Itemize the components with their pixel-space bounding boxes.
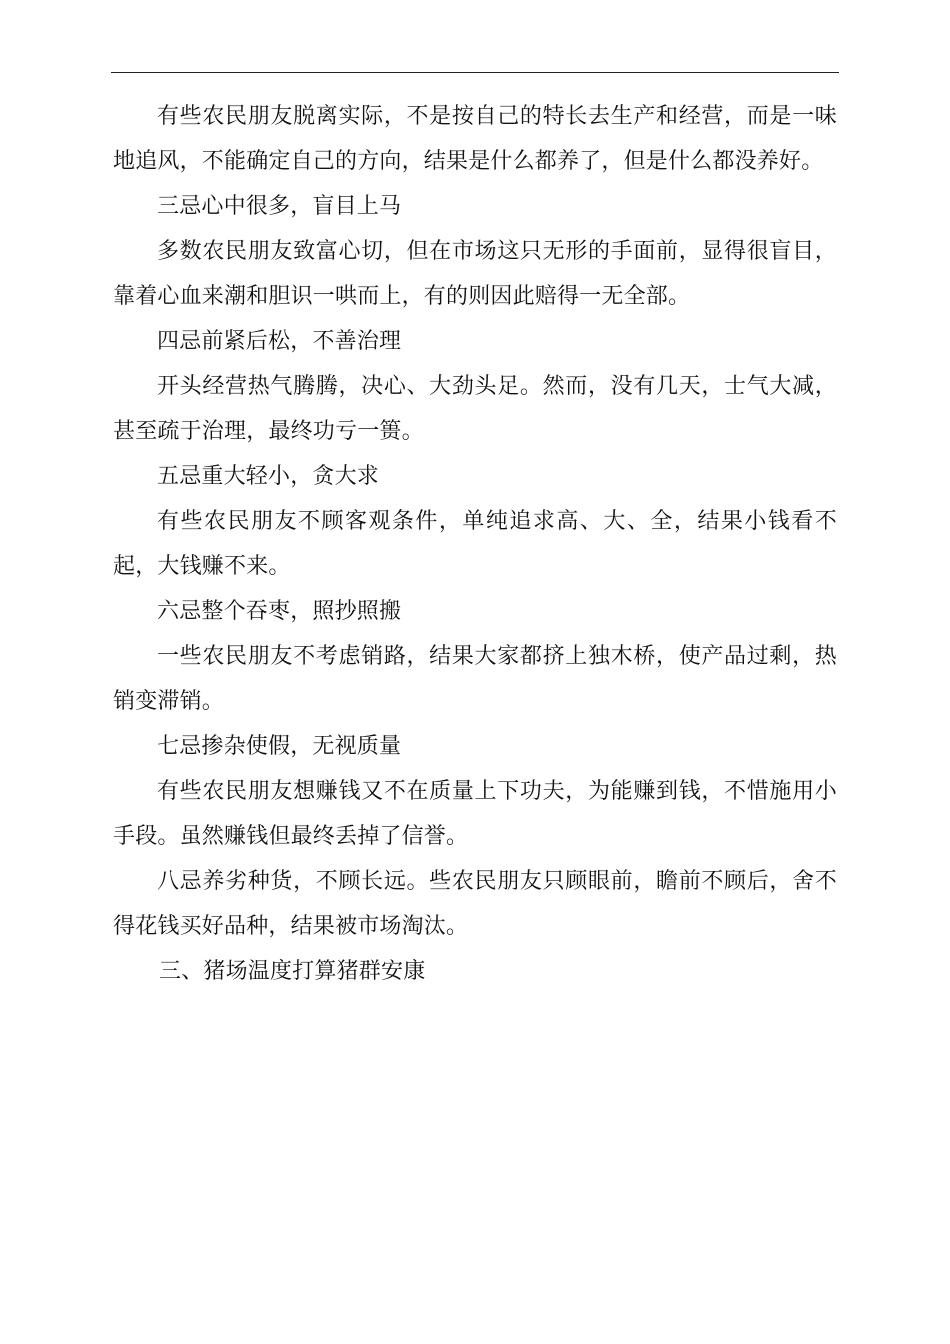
paragraph-10-heading: 七忌掺杂使假，无视质量: [157, 734, 402, 759]
paragraph-11: 有些农民朋友想赚钱又不在质量上下功夫，为能赚到钱，不惜施用小手段。虽然赚钱但最终丢掉了信誉。: [113, 779, 837, 849]
document-body: [113, 94, 837, 994]
paragraph-3: 多数农民朋友致富心切，但在市场这只无形的手面前，显得很盲目，靠着心血来潮和胆识一哄而上，有的则因此赔得一无全部。: [113, 239, 837, 309]
paragraph-12: 八忌养劣种货，不顾长远。些农民朋友只顾眼前，瞻前不顾后，舍不得花钱买好品种，结果被市场淘汰。: [113, 869, 837, 939]
paragraph-6-heading: 五忌重大轻小，贪大求: [157, 464, 380, 489]
header-rule: [111, 72, 839, 73]
paragraph-9: 一些农民朋友不考虑销路，结果大家都挤上独木桥，使产品过剩，热销变滞销。: [113, 644, 837, 714]
paragraph-2-heading: 三忌心中很多，盲目上马: [157, 194, 402, 219]
paragraph-4-heading: 四忌前紧后松，不善治理: [157, 329, 402, 354]
paragraph-7: 有些农民朋友不顾客观条件，单纯追求高、大、全，结果小钱看不起，大钱赚不来。: [113, 509, 837, 579]
paragraph-1: 有些农民朋友脱离实际，不是按自己的特长去生产和经营，而是一味地追风，不能确定自己的方向，结果是什么都养了，但是什么都没养好。: [113, 104, 837, 174]
paragraph-8-heading: 六忌整个吞枣，照抄照搬: [157, 599, 402, 624]
section-heading: 三、猪场温度打算猪群安康: [159, 959, 426, 984]
paragraph-5: 开头经营热气腾腾，决心、大劲头足。然而，没有几天，士气大减，甚至疏于治理，最终功亏一篑。: [113, 374, 837, 444]
